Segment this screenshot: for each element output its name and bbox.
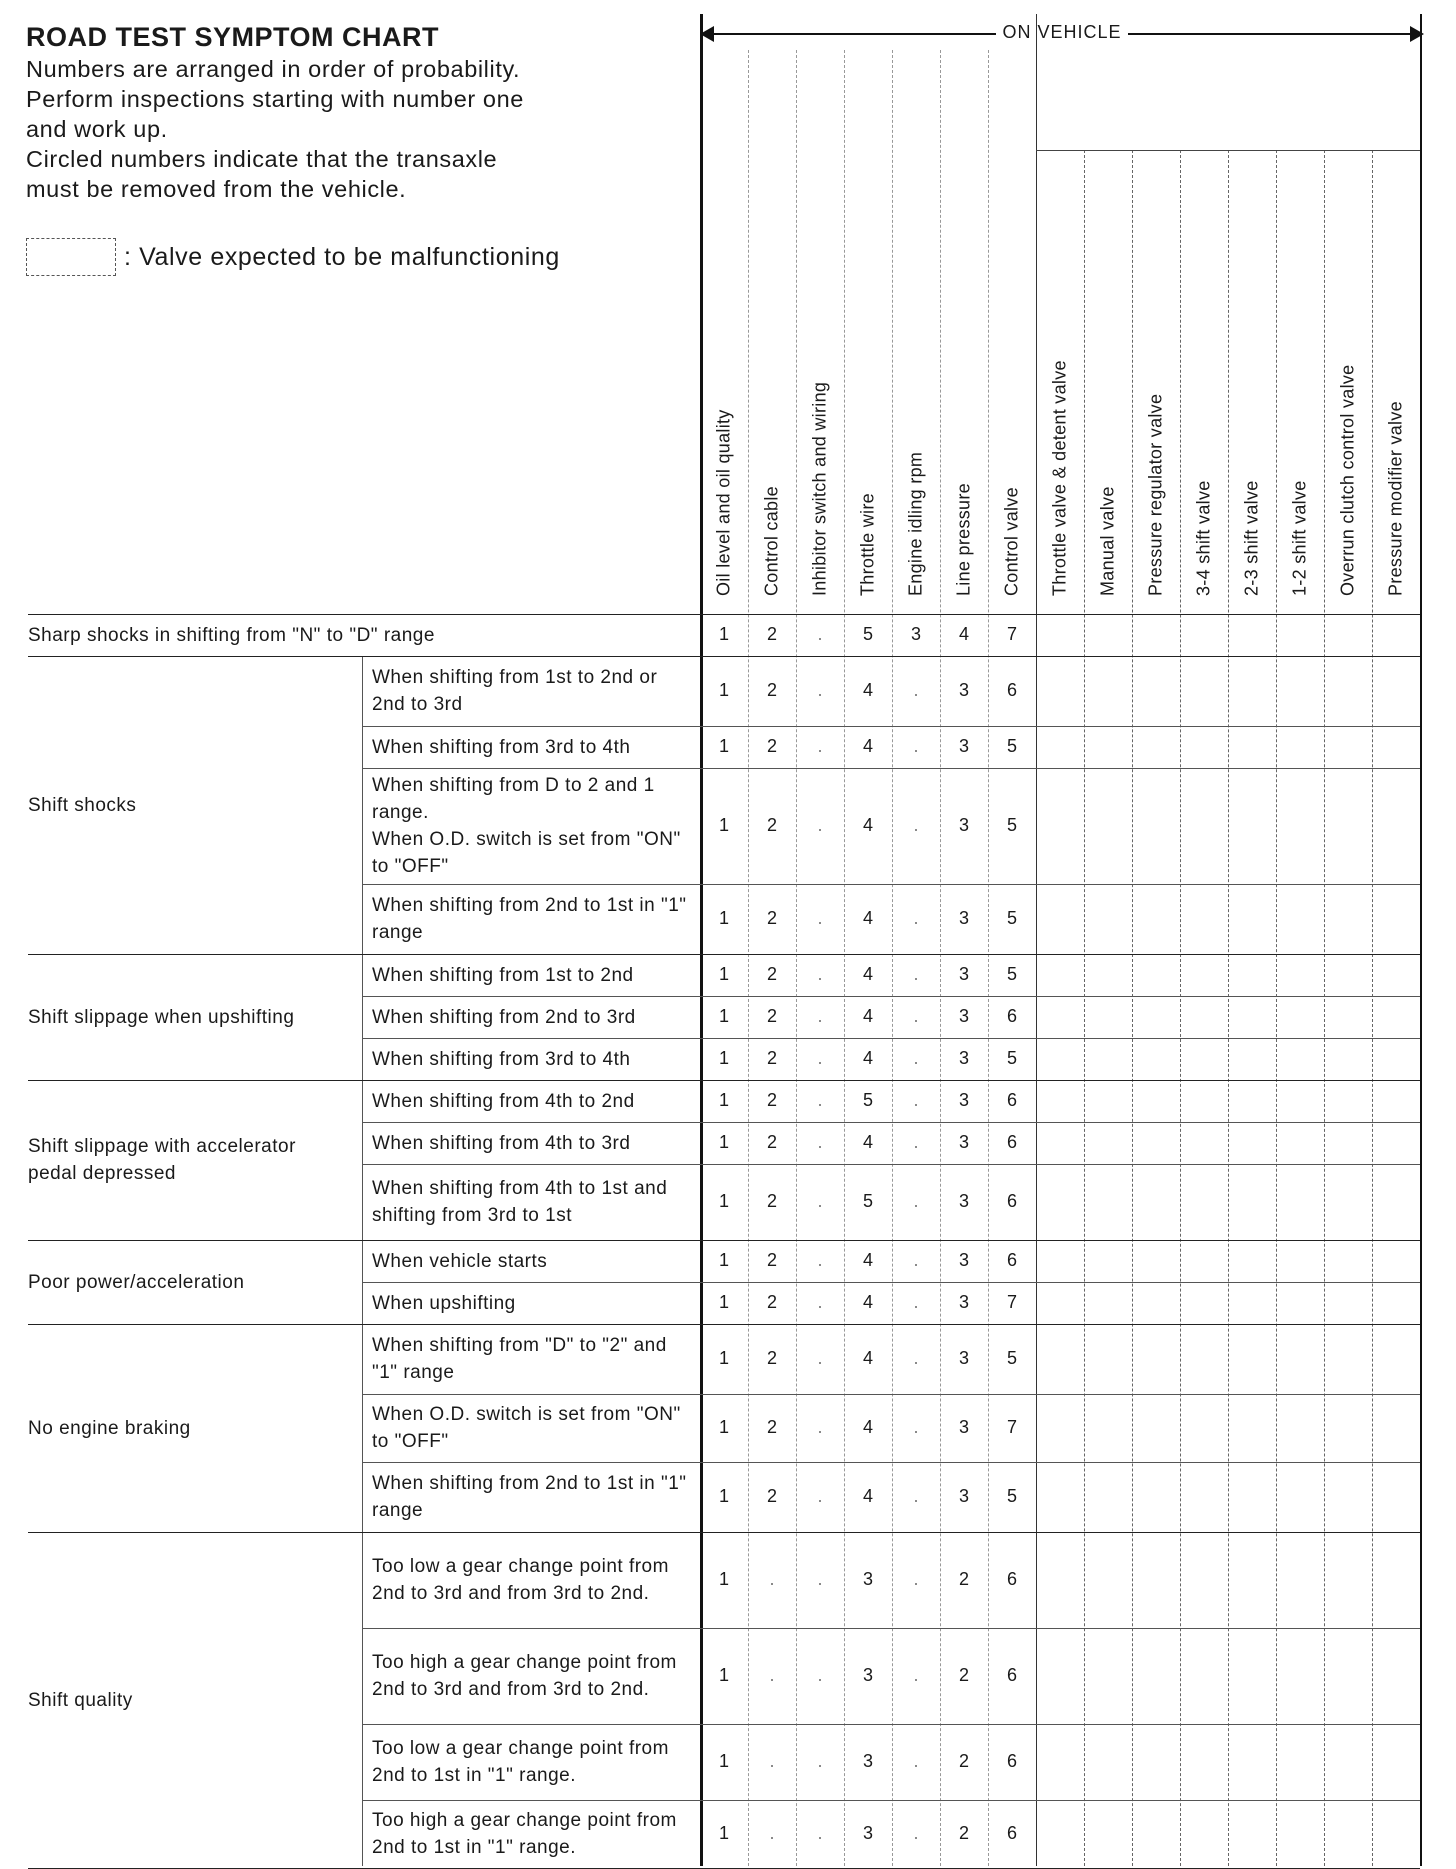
empty-cell-mark: . (817, 908, 823, 928)
empty-cell-mark: . (913, 1751, 919, 1771)
probability-number: 5 (1006, 736, 1017, 756)
probability-number: 3 (862, 1751, 873, 1771)
empty-cell-mark: . (817, 1417, 823, 1437)
column-header-label: Manual valve (1097, 486, 1118, 596)
empty-cell-mark: . (913, 1569, 919, 1589)
probability-number: 1 (718, 1250, 729, 1270)
empty-cell-mark: . (817, 1665, 823, 1685)
probability-number: 2 (766, 1292, 777, 1312)
intro-block (26, 22, 686, 204)
probability-number: 3 (958, 1348, 969, 1368)
probability-number: 2 (766, 1132, 777, 1152)
probability-number: 6 (1006, 1665, 1017, 1685)
condition-label: When shifting from 1st to 2nd or 2nd to 3rd (372, 667, 658, 715)
probability-number: 6 (1006, 1823, 1017, 1843)
empty-cell-mark: . (913, 680, 919, 700)
column-header-label: Control valve (1001, 487, 1022, 596)
empty-cell-mark: . (817, 1006, 823, 1026)
symptom-category: Sharp shocks in shifting from "N" to "D" range (28, 624, 435, 646)
probability-number: 6 (1006, 680, 1017, 700)
symptom-category: Shift quality (28, 1689, 133, 1711)
probability-number: 4 (862, 1132, 873, 1152)
condition-label: When shifting from 3rd to 4th (372, 1048, 631, 1070)
empty-cell-mark: . (913, 1191, 919, 1211)
empty-cell-mark: . (913, 1665, 919, 1685)
empty-cell-mark: . (817, 1191, 823, 1211)
probability-number: 5 (862, 1090, 873, 1110)
condition-label: Too high a gear change point from 2nd to 3rd and from 3rd to 2nd. (372, 1652, 677, 1700)
probability-number: 2 (958, 1823, 969, 1843)
column-header (1036, 150, 1084, 596)
intro-line-3: and work up. (26, 116, 168, 142)
intro-line-2: Perform inspections starting with number one (26, 86, 524, 112)
column-header-label: Oil level and oil quality (713, 409, 734, 596)
empty-cell-mark: . (769, 1751, 775, 1771)
probability-number: 4 (862, 815, 873, 835)
probability-number: 3 (862, 1823, 873, 1843)
probability-number: 3 (958, 1191, 969, 1211)
condition-label: When shifting from 4th to 3rd (372, 1132, 631, 1154)
probability-number: 7 (1006, 1417, 1017, 1437)
column-header-label: 1-2 shift valve (1289, 480, 1310, 596)
column-header-label: 3-4 shift valve (1193, 480, 1214, 596)
probability-number: 1 (718, 680, 729, 700)
column-header (1228, 150, 1276, 596)
empty-cell-mark: . (913, 1048, 919, 1068)
empty-cell-mark: . (769, 1665, 775, 1685)
probability-number: 1 (718, 1348, 729, 1368)
probability-number: 1 (718, 1132, 729, 1152)
probability-number: 2 (958, 1665, 969, 1685)
chart-title: ROAD TEST SYMPTOM CHART (26, 22, 440, 52)
probability-number: 2 (766, 1006, 777, 1026)
empty-cell-mark: . (817, 1292, 823, 1312)
probability-number: 1 (718, 964, 729, 984)
condition-label: When shifting from "D" to "2" and "1" range (372, 1335, 667, 1383)
column-header (1180, 150, 1228, 596)
empty-cell-mark: . (913, 1823, 919, 1843)
probability-number: 3 (958, 1486, 969, 1506)
empty-cell-mark: . (913, 1006, 919, 1026)
probability-number: 4 (862, 1250, 873, 1270)
column-header-label: Control cable (761, 486, 782, 596)
empty-cell-mark: . (769, 1569, 775, 1589)
probability-number: 2 (766, 1348, 777, 1368)
intro-line-1: Numbers are arranged in order of probability. (26, 56, 521, 82)
empty-cell-mark: . (817, 1348, 823, 1368)
probability-number: 3 (958, 815, 969, 835)
probability-number: 3 (862, 1665, 873, 1685)
column-header-label: Throttle valve & detent valve (1049, 360, 1070, 596)
probability-number: 5 (1006, 908, 1017, 928)
condition-label: When shifting from 2nd to 1st in "1" range (372, 1473, 687, 1521)
condition-label: When vehicle starts (372, 1250, 548, 1272)
probability-number: 4 (862, 1006, 873, 1026)
probability-number: 3 (958, 964, 969, 984)
intro-line-4: Circled numbers indicate that the transaxle (26, 146, 498, 172)
probability-number: 1 (718, 1191, 729, 1211)
empty-cell-mark: . (913, 1417, 919, 1437)
empty-cell-mark: . (817, 964, 823, 984)
probability-number: 1 (718, 1569, 729, 1589)
column-header (940, 150, 988, 596)
subcondition-divider (362, 656, 363, 1866)
column-header (796, 150, 844, 596)
probability-number: 2 (766, 1090, 777, 1110)
condition-label: When shifting from 1st to 2nd (372, 964, 634, 986)
probability-number: 1 (718, 1006, 729, 1026)
probability-number: 4 (862, 1292, 873, 1312)
column-header-label: Pressure modifier valve (1385, 401, 1406, 596)
probability-number: 3 (958, 1250, 969, 1270)
condition-label: Too low a gear change point from 2nd to 1st in "1" range. (372, 1738, 669, 1786)
probability-number: 1 (718, 624, 729, 644)
empty-cell-mark: . (769, 1823, 775, 1843)
probability-number: 5 (1006, 964, 1017, 984)
probability-number: 3 (958, 680, 969, 700)
empty-cell-mark: . (913, 1250, 919, 1270)
probability-number: 4 (862, 736, 873, 756)
probability-number: 2 (958, 1569, 969, 1589)
probability-number: 2 (766, 908, 777, 928)
probability-number: 6 (1006, 1569, 1017, 1589)
column-header-label: Pressure regulator valve (1145, 393, 1166, 596)
probability-number: 1 (718, 1048, 729, 1068)
legend (26, 238, 560, 276)
probability-number: 4 (862, 680, 873, 700)
empty-cell-mark: . (817, 1090, 823, 1110)
probability-number: 2 (766, 680, 777, 700)
probability-number: 1 (718, 1823, 729, 1843)
probability-number: 2 (766, 1486, 777, 1506)
condition-label: When shifting from 2nd to 1st in "1" range (372, 895, 687, 943)
empty-cell-mark: . (913, 1292, 919, 1312)
empty-cell-mark: . (817, 1751, 823, 1771)
empty-cell-mark: . (817, 736, 823, 756)
probability-number: 3 (862, 1569, 873, 1589)
probability-number: 1 (718, 1665, 729, 1685)
empty-cell-mark: . (817, 1048, 823, 1068)
probability-number: 5 (862, 1191, 873, 1211)
probability-number: 3 (958, 736, 969, 756)
probability-number: 2 (766, 1191, 777, 1211)
probability-number: 6 (1006, 1090, 1017, 1110)
probability-number: 3 (958, 1090, 969, 1110)
empty-cell-mark: . (913, 1090, 919, 1110)
column-header-label: Inhibitor switch and wiring (809, 381, 830, 596)
condition-label: When shifting from 2nd to 3rd (372, 1006, 636, 1028)
probability-number: 5 (862, 624, 873, 644)
column-header (1372, 150, 1420, 596)
probability-number: 5 (1006, 815, 1017, 835)
column-header-label: Overrun clutch control valve (1337, 364, 1358, 596)
condition-label: Too high a gear change point from 2nd to 1st in "1" range. (372, 1810, 677, 1858)
column-header (1276, 150, 1324, 596)
empty-cell-mark: . (817, 1250, 823, 1270)
probability-number: 3 (958, 1417, 969, 1437)
condition-label: When shifting from 4th to 2nd (372, 1090, 635, 1112)
column-header (748, 150, 796, 596)
probability-number: 1 (718, 1486, 729, 1506)
probability-number: 1 (718, 1292, 729, 1312)
probability-number: 7 (1006, 1292, 1017, 1312)
probability-number: 6 (1006, 1250, 1017, 1270)
empty-cell-mark: . (913, 815, 919, 835)
empty-cell-mark: . (817, 680, 823, 700)
condition-label: When shifting from D to 2 and 1 range. When O.D. switch is set from "ON" to "OFF" (372, 775, 681, 877)
column-header-label: Engine idling rpm (905, 451, 926, 596)
column-divider (1420, 14, 1422, 1866)
condition-label: When O.D. switch is set from "ON" to "OFF" (372, 1404, 681, 1452)
legend-text: : Valve expected to be malfunctioning (124, 242, 560, 271)
probability-number: 4 (958, 624, 969, 644)
empty-cell-mark: . (817, 1132, 823, 1152)
symptom-category: Shift slippage with accelerator pedal depressed (28, 1136, 296, 1184)
condition-label: Too low a gear change point from 2nd to 3rd and from 3rd to 2nd. (372, 1556, 669, 1604)
condition-label: When shifting from 3rd to 4th (372, 736, 631, 758)
empty-cell-mark: . (817, 624, 823, 644)
column-header (700, 150, 748, 596)
probability-number: 1 (718, 908, 729, 928)
empty-cell-mark: . (817, 1569, 823, 1589)
column-header (1084, 150, 1132, 596)
empty-cell-mark: . (817, 1486, 823, 1506)
probability-number: 3 (958, 1292, 969, 1312)
probability-number: 2 (766, 736, 777, 756)
probability-number: 6 (1006, 1191, 1017, 1211)
probability-number: 1 (718, 1090, 729, 1110)
probability-number: 4 (862, 964, 873, 984)
probability-number: 3 (958, 1006, 969, 1026)
symptom-category: No engine braking (28, 1417, 191, 1439)
probability-number: 2 (958, 1751, 969, 1771)
on-vehicle-label: ON VEHICLE (700, 22, 1424, 43)
column-header (844, 150, 892, 596)
symptom-category: Poor power/acceleration (28, 1271, 245, 1293)
probability-number: 2 (766, 624, 777, 644)
intro-line-5: must be removed from the vehicle. (26, 176, 407, 202)
probability-number: 7 (1006, 624, 1017, 644)
probability-number: 5 (1006, 1348, 1017, 1368)
probability-number: 2 (766, 815, 777, 835)
on-vehicle-header (700, 20, 1424, 48)
column-header (892, 150, 940, 596)
column-header-label: Throttle wire (857, 493, 878, 596)
probability-number: 3 (958, 908, 969, 928)
symptom-category: Shift shocks (28, 794, 137, 816)
probability-number: 6 (1006, 1751, 1017, 1771)
column-header (988, 150, 1036, 596)
column-header-label: 2-3 shift valve (1241, 480, 1262, 596)
probability-number: 2 (766, 1048, 777, 1068)
probability-number: 6 (1006, 1006, 1017, 1026)
empty-cell-mark: . (913, 1486, 919, 1506)
probability-number: 5 (1006, 1486, 1017, 1506)
column-header-label: Line pressure (953, 483, 974, 596)
condition-label: When shifting from 4th to 1st and shifting from 3rd to 1st (372, 1178, 668, 1226)
empty-cell-mark: . (913, 1132, 919, 1152)
probability-number: 4 (862, 908, 873, 928)
probability-number: 5 (1006, 1048, 1017, 1068)
probability-number: 3 (910, 624, 921, 644)
probability-number: 1 (718, 736, 729, 756)
probability-number: 4 (862, 1348, 873, 1368)
probability-number: 4 (862, 1486, 873, 1506)
empty-cell-mark: . (913, 964, 919, 984)
probability-number: 1 (718, 1417, 729, 1437)
empty-cell-mark: . (913, 1348, 919, 1368)
probability-number: 2 (766, 964, 777, 984)
probability-number: 6 (1006, 1132, 1017, 1152)
column-header (1324, 150, 1372, 596)
empty-cell-mark: . (817, 1823, 823, 1843)
probability-number: 2 (766, 1250, 777, 1270)
column-header (1132, 150, 1180, 596)
empty-cell-mark: . (913, 736, 919, 756)
condition-label: When upshifting (372, 1292, 516, 1314)
probability-number: 1 (718, 815, 729, 835)
empty-cell-mark: . (817, 815, 823, 835)
empty-cell-mark: . (913, 908, 919, 928)
symptom-category: Shift slippage when upshifting (28, 1006, 295, 1028)
probability-number: 4 (862, 1417, 873, 1437)
legend-dashed-box (26, 238, 116, 276)
probability-number: 2 (766, 1417, 777, 1437)
probability-number: 4 (862, 1048, 873, 1068)
probability-number: 1 (718, 1751, 729, 1771)
probability-number: 3 (958, 1048, 969, 1068)
probability-number: 3 (958, 1132, 969, 1152)
